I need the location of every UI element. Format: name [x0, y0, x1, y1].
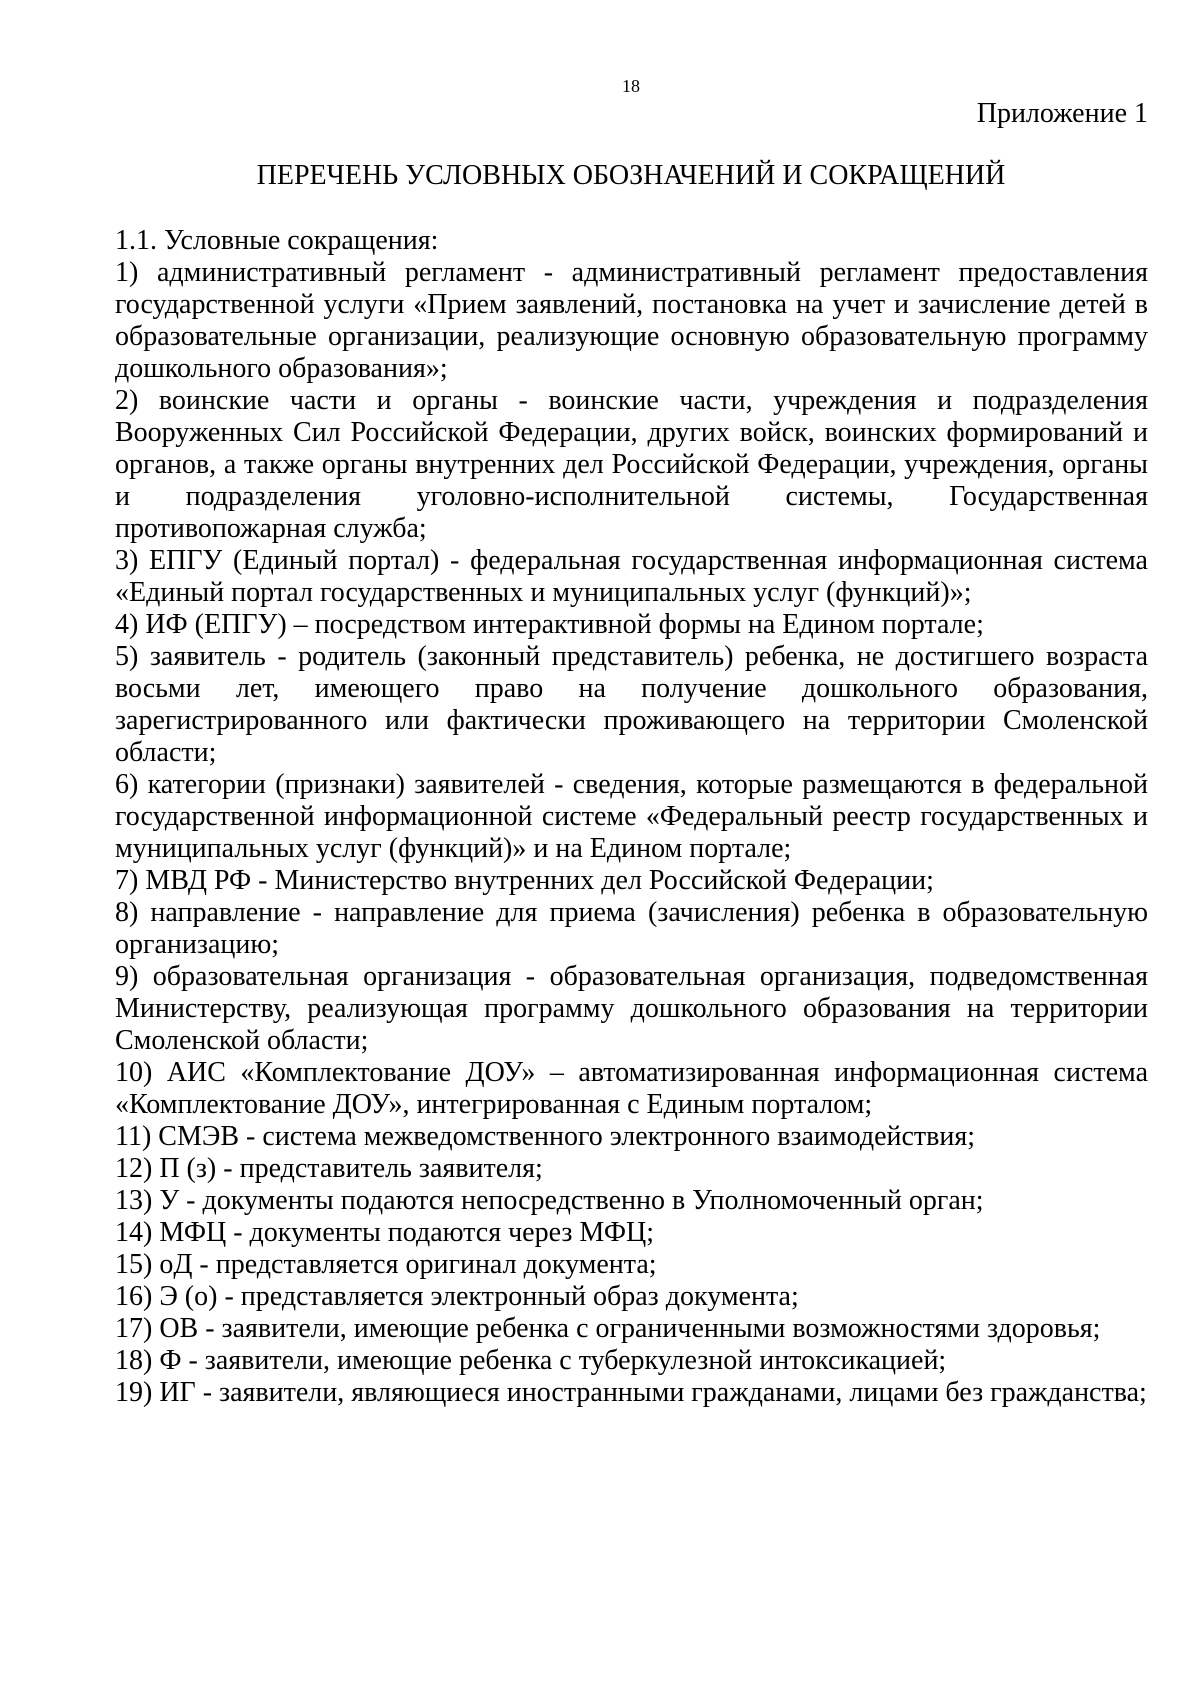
list-item: 4) ИФ (ЕПГУ) – посредством интерактивной формы на Едином портале; [115, 609, 984, 640]
list-item: 11) СМЭВ - система межведомственного электронного взаимодействия; [115, 1121, 976, 1152]
list-item: 5) заявитель - родитель (законный представитель) ребенка, не достигшего возраста восьми лет, имеющего право на получение дошкольного образования, зарегистрированного или фактически проживающего на территории Смоленской области; [115, 641, 1148, 768]
list-item: 14) МФЦ - документы подаются через МФЦ; [115, 1217, 655, 1248]
list-item: 12) П (з) - представитель заявителя; [115, 1153, 543, 1184]
list-item: 18) Ф - заявители, имеющие ребенка с туберкулезной интоксикацией; [115, 1345, 947, 1376]
section-heading: 1.1. Условные сокращения: [115, 225, 439, 256]
list-item: 1) административный регламент - административный регламент предоставления государственной услуги «Прием заявлений, постановка на учет и зачисление детей в образовательные организации, реализующие основную образовательную программу дошкольного образования»; [115, 257, 1148, 384]
list-item: 8) направление - направление для приема (зачисления) ребенка в образовательную организацию; [115, 897, 1148, 960]
list-item: 2) воинские части и органы - воинские части, учреждения и подразделения Вооруженных Сил Российской Федерации, других войск, воинских формирований и органов, а также органы внутренних дел Российской Федерации, учреждения, органы и подразделения уголовно-исполнительной системы, Государственная противопожарная служба; [115, 385, 1148, 544]
page-number: 18 [622, 76, 640, 96]
list-item: 9) образовательная организация - образовательная организация, подведомственная Министерству, реализующая программу дошкольного образования на территории Смоленской области; [115, 961, 1148, 1056]
document-title: ПЕРЕЧЕНЬ УСЛОВНЫХ ОБОЗНАЧЕНИЙ И СОКРАЩЕНИЙ [256, 160, 1006, 191]
list-item: 15) оД - представляется оригинал документа; [115, 1249, 657, 1280]
list-item: 16) Э (о) - представляется электронный образ документа; [115, 1281, 799, 1312]
appendix-label: Приложение 1 [976, 98, 1148, 129]
list-item: 7) МВД РФ - Министерство внутренних дел Российской Федерации; [115, 865, 934, 896]
document-body [115, 225, 1148, 1409]
list-item: 17) ОВ - заявители, имеющие ребенка с ограниченными возможностями здоровья; [115, 1313, 1101, 1344]
list-item: 19) ИГ - заявители, являющиеся иностранными гражданами, лицами без гражданства; [115, 1377, 1147, 1408]
list-item: 3) ЕПГУ (Единый портал) - федеральная государственная информационная система «Единый портал государственных и муниципальных услуг (функций)»; [115, 545, 1148, 608]
list-item: 13) У - документы подаются непосредственно в Уполномоченный орган; [115, 1185, 984, 1216]
list-item: 10) АИС «Комплектование ДОУ» – автоматизированная информационная система «Комплектование ДОУ», интегрированная с Единым порталом; [115, 1057, 1148, 1120]
list-item: 6) категории (признаки) заявителей - сведения, которые размещаются в федеральной государственной информационной системе «Федеральный реестр государственных и муниципальных услуг (функций)» и на Едином портале; [115, 769, 1148, 864]
